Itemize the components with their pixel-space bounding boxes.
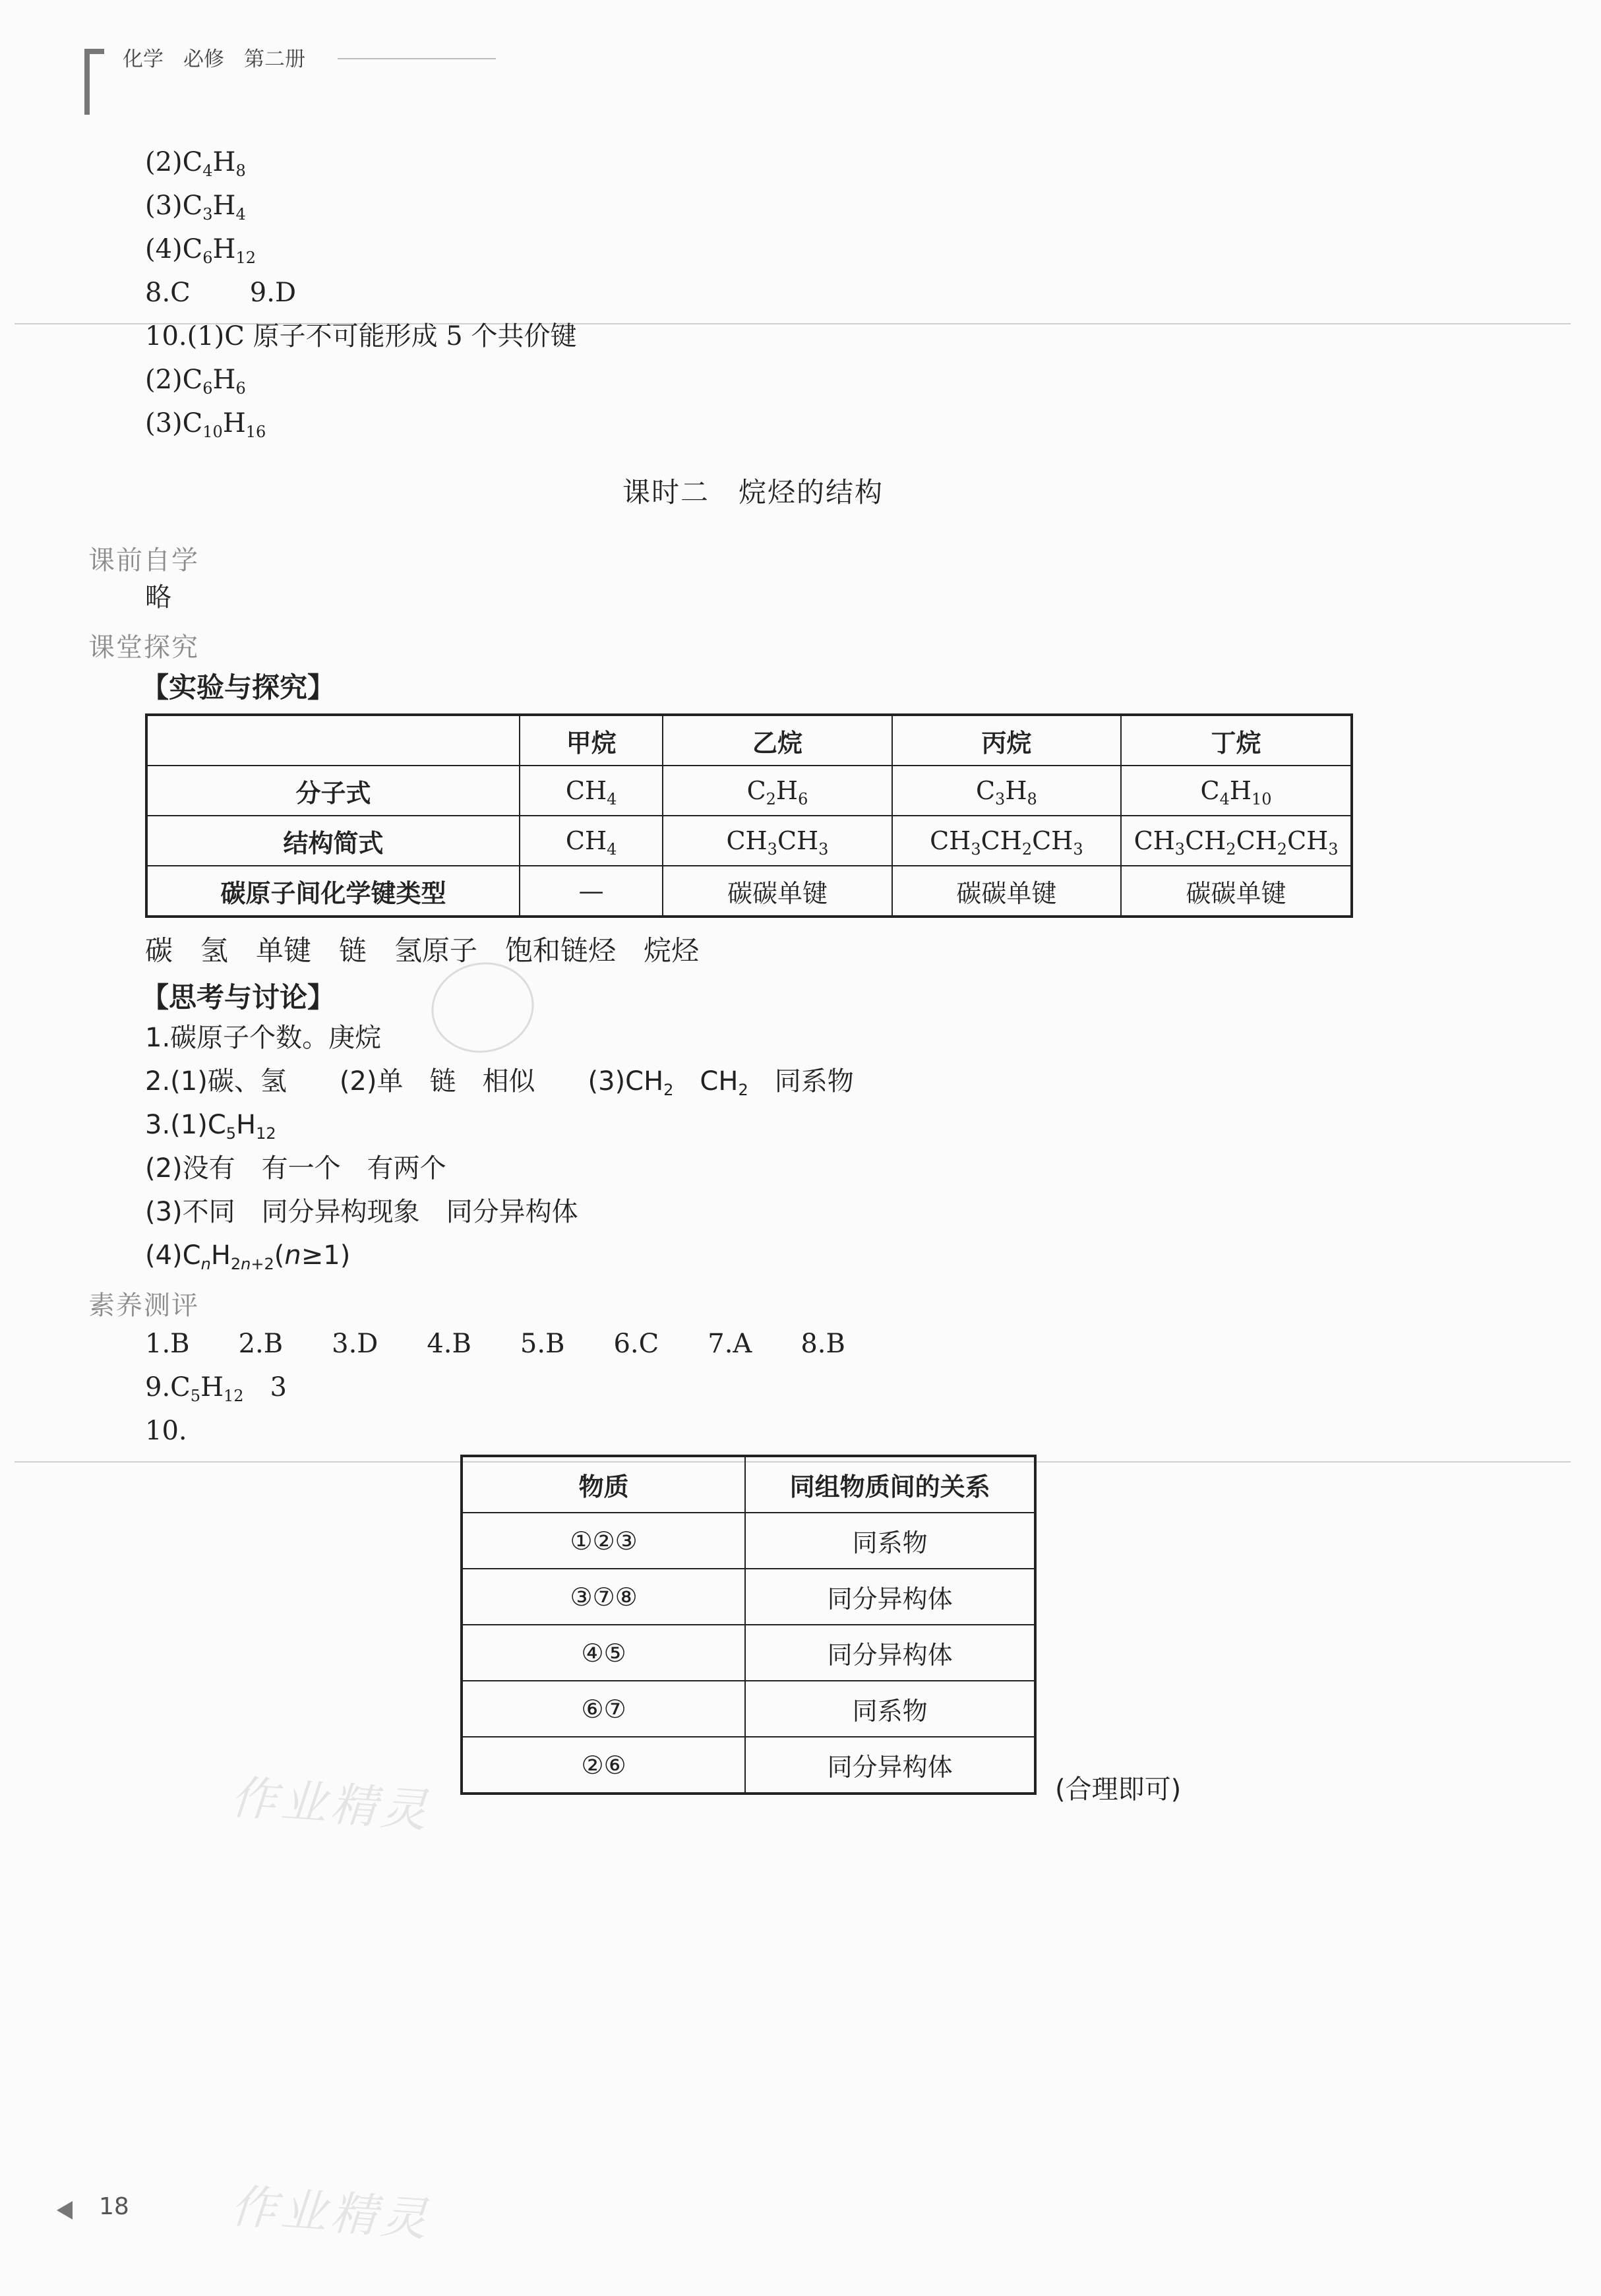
- discussion-line: $(4)C_nH_{2n+2}(n\ge 1)$: [145, 1240, 351, 1273]
- table-row: 结构简式 $CH_4$ $CH_3CH_3$ $CH_3CH_2CH_3$ $CH_3CH_2CH_2CH_3$: [146, 816, 1352, 866]
- section-heading-assess: 素养测评: [88, 1290, 199, 1321]
- experiment-heading: 【实验与探究】: [141, 671, 336, 704]
- header-volume: 第二册: [244, 47, 305, 71]
- table-row: 碳原子间化学键类型 — 碳碳单键 碳碳单键 碳碳单键: [146, 866, 1352, 917]
- answer-line: 10.: [145, 1416, 187, 1446]
- answer-line: 8.C 9.D: [145, 278, 297, 308]
- mc-answers: 1.B 2.B 3.D 4.B 5.B 6.C 7.A 8.B: [145, 1329, 845, 1359]
- section-heading-pre: 课前自学: [88, 545, 199, 576]
- table-row: 甲烷 乙烷 丙烷 丁烷: [146, 715, 1352, 766]
- pre-answer: 略: [145, 582, 171, 613]
- table-row: ⑥⑦ 同系物: [462, 1681, 1035, 1737]
- answer-line: $(4)C_6H_{12}$: [145, 234, 256, 267]
- table-row: 物质 同组物质间的关系: [462, 1456, 1035, 1513]
- fill-words: 碳 氢 单键 链 氢原子 饱和链烃 烷烃: [145, 934, 700, 967]
- answer-line: $(2)C_6H_6$: [145, 365, 246, 398]
- header-rule: [338, 58, 496, 59]
- discussion-line: 1.碳原子个数。庚烷: [145, 1023, 382, 1053]
- answer-line: $(3)C_3H_4$: [145, 191, 246, 224]
- section-heading-class: 课堂探究: [88, 632, 199, 663]
- discussion-line: 2.(1)碳、氢 (2)单 链 相似 $(3)CH_2$ $CH_2$ 同系物: [145, 1066, 854, 1099]
- stamp-decoration: [423, 953, 543, 1062]
- page-arrow-icon: [57, 2201, 73, 2220]
- header-course: 必修: [183, 47, 224, 71]
- table-row: ④⑤ 同分异构体: [462, 1625, 1035, 1681]
- alkane-table: [145, 713, 1353, 918]
- think-heading: 【思考与讨论】: [141, 981, 336, 1013]
- table-row: ①②③ 同系物: [462, 1513, 1035, 1569]
- watermark: 作业精灵: [229, 1770, 433, 1838]
- relation-table: [460, 1455, 1037, 1795]
- answer-line: $(2)C_4H_8$: [145, 147, 246, 180]
- table-row: ③⑦⑧ 同分异构体: [462, 1569, 1035, 1625]
- discussion-line: $3.(1)C_5H_{12}$: [145, 1110, 276, 1143]
- discussion-line: (2)没有 有一个 有两个: [145, 1153, 446, 1184]
- lesson-title: 课时二 烷烃的结构: [622, 476, 884, 508]
- answer-line: $(3)C_{10}H_{16}$: [145, 408, 266, 441]
- header-bracket-decoration: [84, 49, 104, 115]
- answer-line: 10.(1)C 原子不可能形成 5 个共价键: [145, 321, 577, 351]
- table-row: ②⑥ 同分异构体: [462, 1737, 1035, 1794]
- watermark: 作业精灵: [229, 2179, 433, 2247]
- page-number: 18: [99, 2193, 129, 2220]
- table-row: 分子式 $CH_4$ $C_2H_6$ $C_3H_8$ $C_4H_{10}$: [146, 766, 1352, 816]
- discussion-line: (3)不同 同分异构现象 同分异构体: [145, 1197, 578, 1227]
- running-header: [123, 42, 325, 72]
- table-note: (合理即可): [1055, 1774, 1182, 1805]
- answer-line: $9.C_5H_{12}$ 3: [145, 1372, 287, 1405]
- header-subject: 化学: [123, 47, 164, 71]
